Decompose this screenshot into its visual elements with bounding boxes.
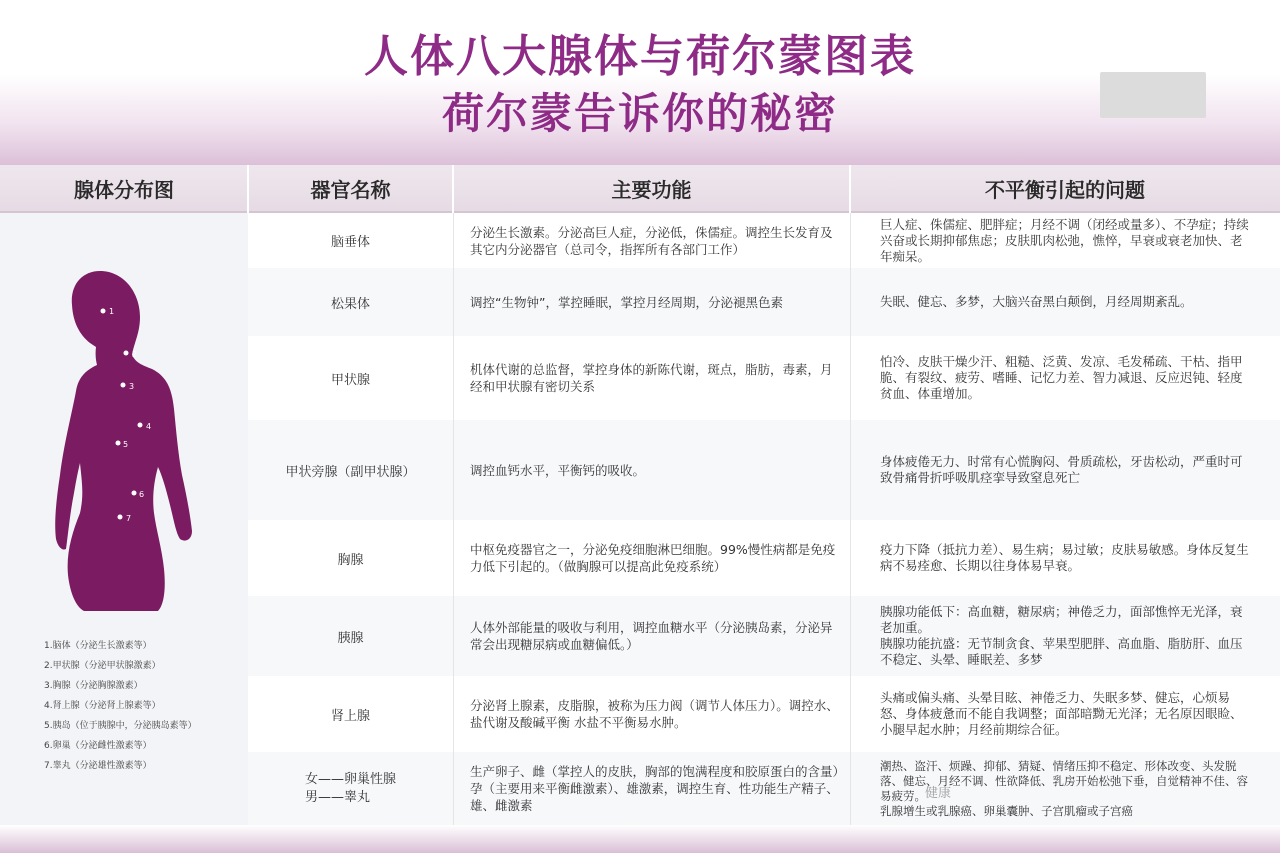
marker-label-2: 2 (132, 350, 138, 359)
imbalance-problems: 失眠、健忘、多梦，大脑兴奋黑白颠倒，月经周期紊乱。 (880, 294, 1193, 309)
table-row (248, 336, 1280, 420)
legend-item: 6.卵巢（分泌雌性激素等） (44, 741, 152, 751)
organ-name-female: 女——卵巢性腺 (304, 771, 396, 787)
imbalance-problems: 潮热、盗汗、烦躁、抑郁、猜疑、情绪压抑不稳定、形体改变、头发脱落、健忘、月经不调、性欲降低、乳房开始松弛下垂，自觉精神不佳、容易疲劳。 乳腺增生或乳腺癌、卵巢囊肿、子宫肌瘤或子宫癌 (880, 758, 1248, 818)
imbalance-problems: 巨人症、侏儒症、肥胖症；月经不调（闭经或量多）、不孕症；持续兴奋或长期抑郁焦虑；皮肤肌肉松弛，憔悴，早衰或衰老加快、老年痴呆。 (880, 216, 1249, 264)
column-header-function: 主要功能 (453, 165, 850, 213)
main-function: 生产卵子、雌（掌控人的皮肤，胸部的饱满程度和胶原蛋白的含量）孕（主要用来平衡雌激素）、雄激素，调控生育、性功能生产精子、雄、雌激素 (470, 764, 839, 813)
table-row (248, 420, 1280, 520)
legend-item: 7.睾丸（分泌雄性激素等） (44, 761, 152, 771)
marker-label-7: 7 (126, 514, 132, 523)
organ-name: 胰腺 (337, 630, 364, 646)
organ-name: 肾上腺 (330, 708, 370, 724)
marker-dot-1 (101, 309, 106, 314)
page-subtitle: 荷尔蒙告诉你的秘密 (441, 89, 838, 138)
main-function: 分泌肾上腺素，皮脂腺，被称为压力阀（调节人体压力）。调控水、盐代谢及酸碱平衡 水盐不平衡易水肿。 (470, 698, 839, 730)
marker-label-4: 4 (146, 422, 152, 431)
marker-dot-3 (121, 383, 126, 388)
marker-dot-6 (132, 491, 137, 496)
header-divider (247, 165, 249, 213)
imbalance-problems: 头痛或偏头痛、头晕目眩、神倦乏力、失眠多梦、健忘，心烦易怒、身体疲惫而不能自我调整；面部暗黝无光泽；无名原因眼睑、小腿早起水肿；月经前期综合征。 (880, 690, 1243, 737)
imbalance-problems: 胰腺功能低下：高血糖，糖尿病；神倦乏力，面部憔悴无光泽，衰老加重。 胰腺功能抗盛：无节制贪食、苹果型肥胖、高血脂、脂肪肝、血压不稳定、头晕、睡眠差、多梦 (880, 604, 1243, 667)
footer-band (0, 825, 1280, 853)
table-row (248, 596, 1280, 676)
column-divider (850, 213, 851, 825)
imbalance-problems: 怕冷、皮肤干燥少汗、粗糙、泛黄、发凉、毛发稀疏、干枯、指甲脆、有裂纹、疲劳、嗜睡、记忆力差、智力减退、反应迟钝、轻度贫血、体重增加。 (880, 354, 1243, 401)
organ-name: 胸腺 (337, 552, 364, 568)
main-function: 人体外部能量的吸收与利用，调控血糖水平（分泌胰岛素，分泌异常会出现糖尿病或血糖偏低。） (470, 620, 833, 652)
marker-dot-7 (118, 515, 123, 520)
main-function: 机体代谢的总监督，掌控身体的新陈代谢，斑点，脂肪，毒素，月经和甲状腺有密切关系 (470, 362, 833, 394)
main-function: 分泌生长激素。分泌高巨人症，分泌低，侏儒症。调控生长发育及其它内分泌器官（总司令，指挥所有各部门工作） (470, 224, 833, 257)
organ-name: 松果体 (330, 296, 370, 312)
organ-name: 甲状旁腺（副甲状腺） (285, 464, 416, 480)
marker-dot-5 (116, 441, 121, 446)
table-row (248, 268, 1280, 336)
organ-name: 脑垂体 (330, 235, 370, 250)
legend-item: 5.胰岛（位于胰腺中，分泌胰岛素等） (44, 721, 197, 731)
marker-label-6: 6 (139, 490, 145, 499)
imbalance-problems: 疫力下降（抵抗力差）、易生病；易过敏；皮肤易敏感。身体反复生病不易痊愈、长期以往身体易早衰。 (880, 542, 1249, 573)
column-header-problems: 不平衡引起的问题 (850, 165, 1280, 213)
organ-name: 甲状腺 (330, 372, 370, 388)
page-title: 人体八大腺体与荷尔蒙图表 (364, 31, 916, 82)
organ-name (248, 752, 453, 825)
gland-legend (44, 636, 244, 776)
column-divider (453, 213, 454, 825)
main-function: 调控“生物钟”，掌控睡眠，掌控月经周期，分泌褪黑色素 (470, 294, 783, 310)
legend-item: 4.肾上腺（分泌肾上腺素等） (44, 701, 161, 711)
main-function: 调控血钙水平，平衡钙的吸收。 (470, 462, 646, 478)
column-header-distribution: 腺体分布图 (0, 165, 248, 213)
imbalance-problems: 身体疲倦无力、时常有心慌胸闷、骨质疏松，牙齿松动，严重时可致骨痛骨折呼吸肌痉挛导致窒息死亡 (880, 454, 1243, 485)
marker-label-1: 1 (109, 307, 115, 316)
column-header-organ: 器官名称 (248, 165, 453, 213)
organ-name-male: 男——睾丸 (304, 789, 370, 805)
marker-dot-4 (138, 423, 143, 428)
marker-label-5: 5 (123, 440, 129, 449)
header-divider (849, 165, 851, 213)
watermark: 健康 (925, 786, 952, 801)
legend-item: 3.胸腺（分泌胸腺激素） (44, 681, 143, 691)
legend-item: 1.脑体（分泌生长激素等） (44, 641, 152, 651)
marker-dot-2 (124, 351, 129, 356)
table-row (248, 676, 1280, 752)
table-row (248, 752, 1280, 825)
female-silhouette-figure (0, 213, 248, 633)
blurred-logo (1100, 72, 1206, 118)
legend-item: 2.甲状腺（分泌甲状腺激素） (44, 661, 161, 671)
marker-label-3: 3 (129, 382, 135, 391)
header-divider (452, 165, 454, 213)
main-function: 中枢免疫器官之一，分泌免疫细胞淋巴细胞。99%慢性病都是免疫力低下引起的。（做胸腺可以提高此免疫系统） (470, 542, 836, 574)
table-row (248, 213, 1280, 268)
table-row (248, 520, 1280, 596)
